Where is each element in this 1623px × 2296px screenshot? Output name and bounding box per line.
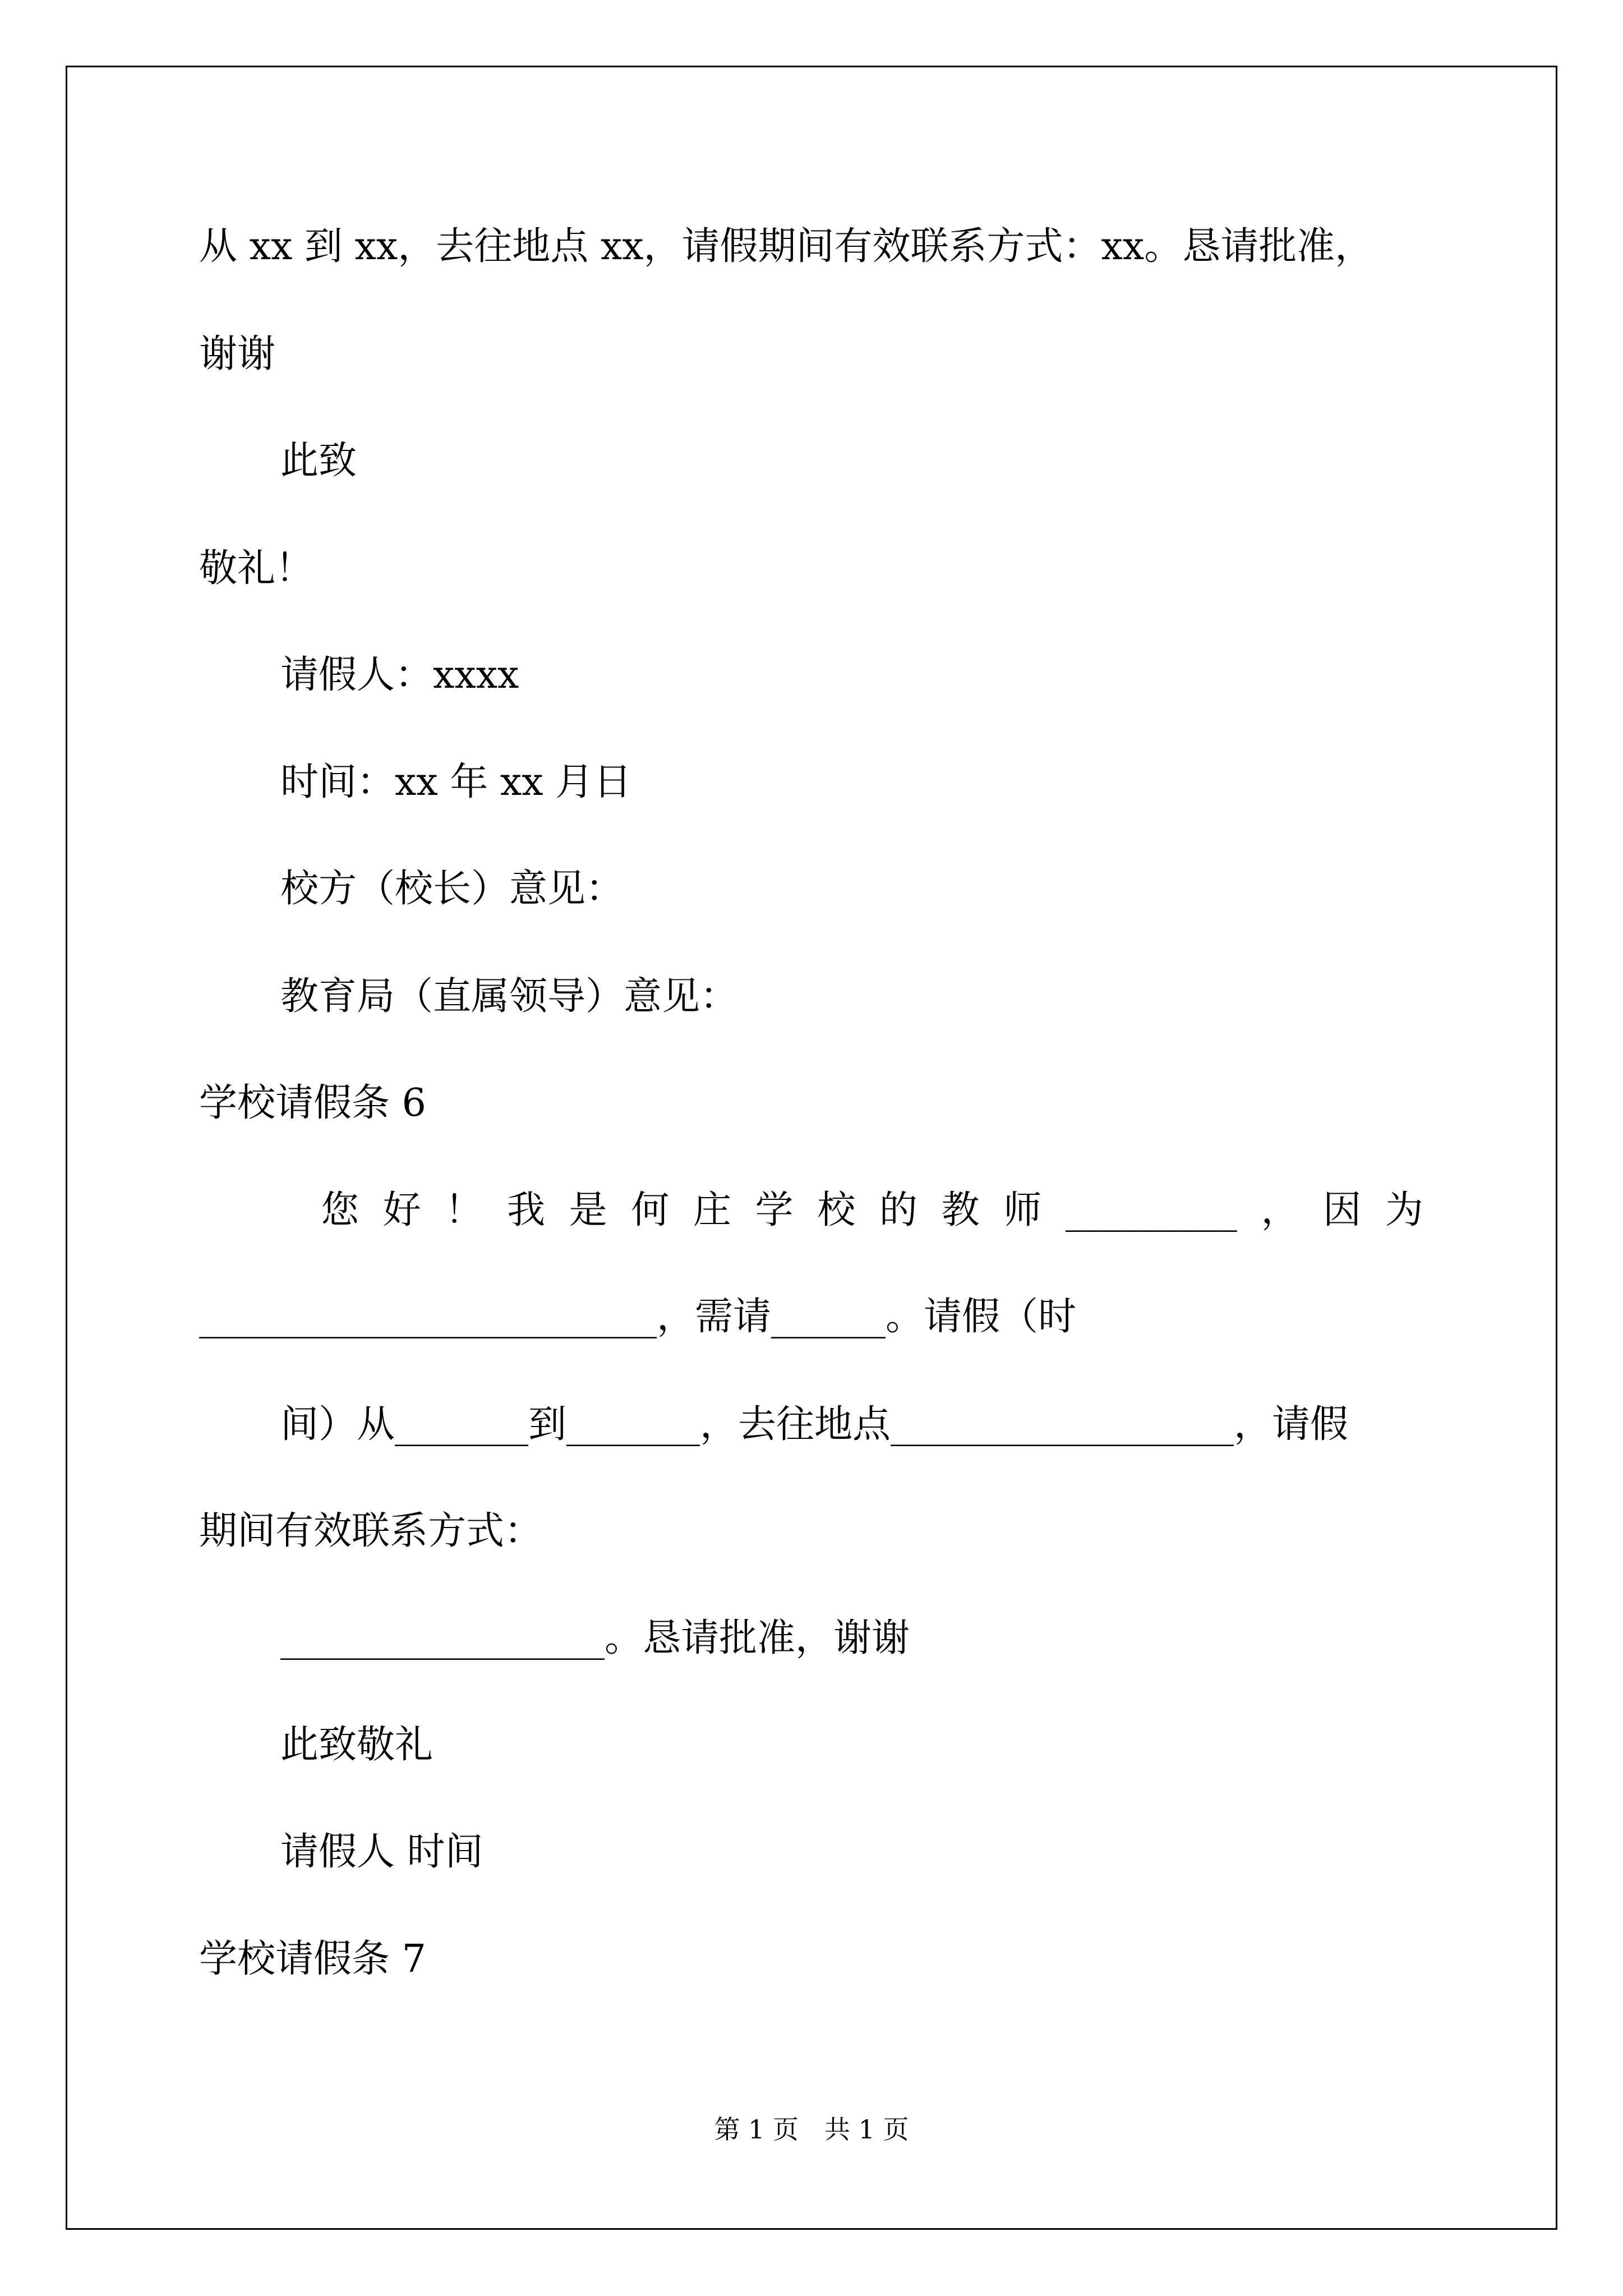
greeting-char: ， <box>1261 1188 1299 1232</box>
body-text-line: _________________。恳请批准，谢谢 <box>280 1616 910 1660</box>
body-text-line: 期间有效联系方式： <box>199 1509 543 1553</box>
body-text-line: 间）从_______到_______，去往地点__________________，请假 <box>280 1402 1349 1447</box>
greeting-char: 您 <box>321 1188 359 1232</box>
greeting-char: 我 <box>506 1188 545 1232</box>
closing-regards: 敬礼！ <box>199 546 314 591</box>
bureau-opinion-line: 教育局（直属领导）意见： <box>280 974 739 1019</box>
date-line: 时间：xx 年 xx 月日 <box>280 760 632 804</box>
greeting-char: 好 <box>382 1188 421 1232</box>
greeting-char: 为 <box>1385 1188 1423 1232</box>
body-text-line: 从 xx 到 xx，去往地点 xx，请假期间有效联系方式：xx。恳请批准， <box>199 224 1373 269</box>
closing-salutation: 此致 <box>280 439 357 483</box>
body-text-line: ________________________，需请______。请假（时 <box>199 1295 1077 1339</box>
signature-line: 请假人 时间 <box>280 1830 483 1874</box>
greeting-char: 何 <box>631 1188 670 1232</box>
applicant-line: 请假人：xxxx <box>280 653 519 697</box>
greeting-char: 校 <box>817 1188 856 1232</box>
greeting-char: 的 <box>879 1188 917 1232</box>
closing-salutation: 此致敬礼 <box>280 1723 434 1767</box>
body-text-line: 谢谢 <box>199 332 276 376</box>
blank-field: _________ <box>1065 1188 1237 1232</box>
section-heading: 学校请假条 7 <box>199 1937 426 1981</box>
greeting-line <box>321 1188 1423 1233</box>
greeting-char: 教 <box>941 1188 980 1232</box>
page-footer: 第 1 页 共 1 页 <box>714 2114 909 2145</box>
greeting-char: 庄 <box>693 1188 731 1232</box>
page-border <box>66 66 1557 2230</box>
greeting-char: 是 <box>569 1188 607 1232</box>
greeting-char: 因 <box>1323 1188 1362 1232</box>
section-heading: 学校请假条 6 <box>199 1081 426 1125</box>
greeting-char: 学 <box>755 1188 794 1232</box>
school-opinion-line: 校方（校长）意见： <box>280 867 624 911</box>
greeting-char: 师 <box>1003 1188 1042 1232</box>
greeting-char: ！ <box>445 1188 483 1232</box>
